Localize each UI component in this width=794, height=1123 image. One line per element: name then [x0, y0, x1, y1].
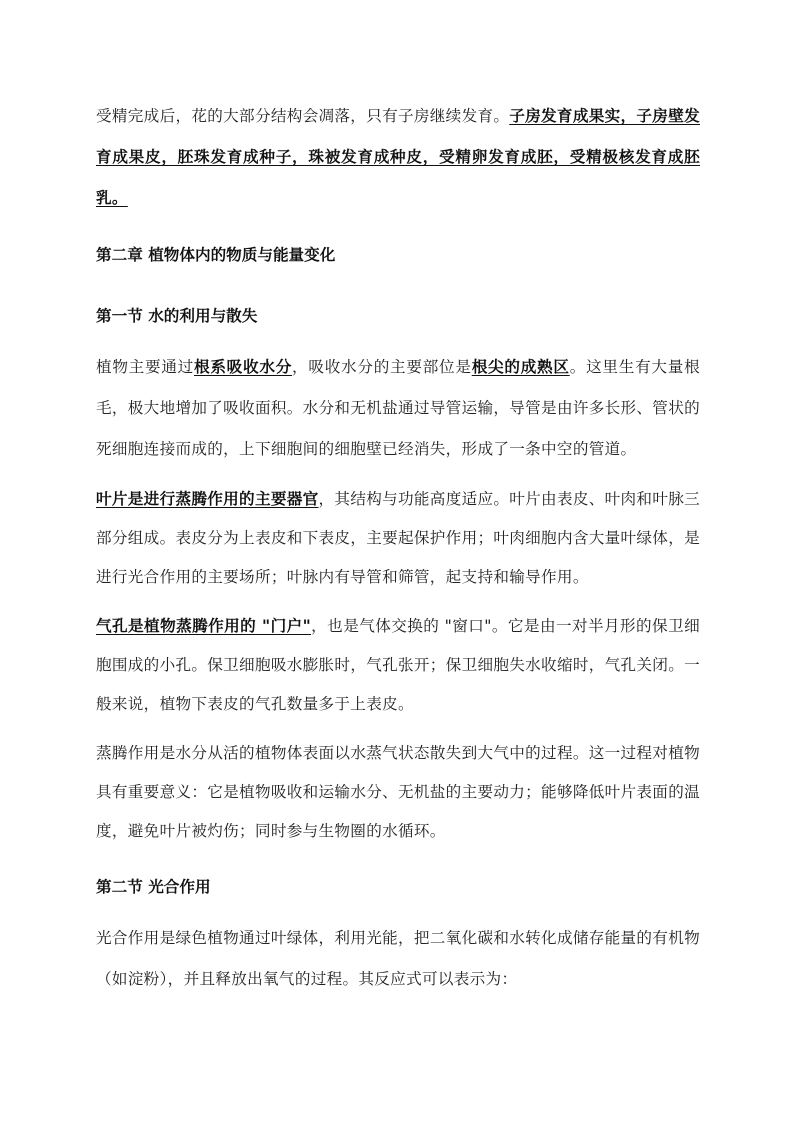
paragraph-text: 受精完成后，花的大部分结构会凋落，只有子房继续发育。	[96, 107, 510, 125]
paragraph-water-absorption	[96, 347, 700, 470]
paragraph-text: 植物主要通过	[96, 358, 195, 376]
paragraph-photosynthesis	[96, 918, 700, 1000]
chapter-title: 第二章 植物体内的物质与能量变化	[96, 246, 336, 264]
section-title-water: 第一节 水的利用与散失	[96, 307, 258, 325]
document-page	[96, 96, 700, 1000]
paragraph-text: ，吸收水分的主要部位是	[292, 358, 472, 376]
section-title-photosynthesis: 第二节 光合作用	[96, 878, 211, 896]
key-point-text: 气孔是植物蒸腾作用的 "门户"	[96, 617, 312, 635]
paragraph-text: ，也是气体交换的 "窗口"。它是由一对半月形的保卫细胞围成的小孔。保卫细胞吸水膨胀时，气孔张开；保卫细胞失水收缩时，气孔关闭。一般来说，植物下表皮的气孔数量多于上表皮。	[96, 617, 700, 713]
key-point-text: 叶片是进行蒸腾作用的主要器官	[96, 490, 319, 508]
paragraph-text: 光合作用是绿色植物通过叶绿体，利用光能，把二氧化碳和水转化成储存能量的有机物（如淀粉），并且释放出氧气的过程。其反应式可以表示为：	[96, 929, 700, 988]
paragraph-stomata	[96, 607, 700, 724]
paragraph-leaf-structure	[96, 480, 700, 597]
key-point-text: 根尖的成熟区	[471, 358, 570, 376]
paragraph-text: ，其结构与功能高度适应。叶片由表皮、叶肉和叶脉三部分组成。表皮分为上表皮和下表皮，主要起保护作用；叶肉细胞内含大量叶绿体，是进行光合作用的主要场所；叶脉内有导管和筛管，起支持和输导作用。	[96, 490, 701, 586]
key-point-text: 根系吸收水分	[194, 358, 293, 376]
paragraph-fertilization	[96, 96, 700, 219]
key-point-text: 子房发育成果实，子房壁发育成果皮，胚珠发育成种子，珠被发育成种皮，受精卵发育成胚，受精极核发育成胚乳。	[96, 107, 700, 207]
paragraph-text: 。这里生有大量根毛，极大地增加了吸收面积。水分和无机盐通过导管运输，导管是由许多长形、管状的死细胞连接而成的，上下细胞间的细胞壁已经消失，形成了一条中空的管道。	[96, 358, 700, 458]
paragraph-text: 蒸腾作用是水分从活的植物体表面以水蒸气状态散失到大气中的过程。这一过程对植物具有重要意义：它是植物吸收和运输水分、无机盐的主要动力；能够降低叶片表面的温度，避免叶片被灼伤；同时参与生物圈的水循环。	[96, 744, 700, 840]
paragraph-transpiration	[96, 734, 700, 851]
